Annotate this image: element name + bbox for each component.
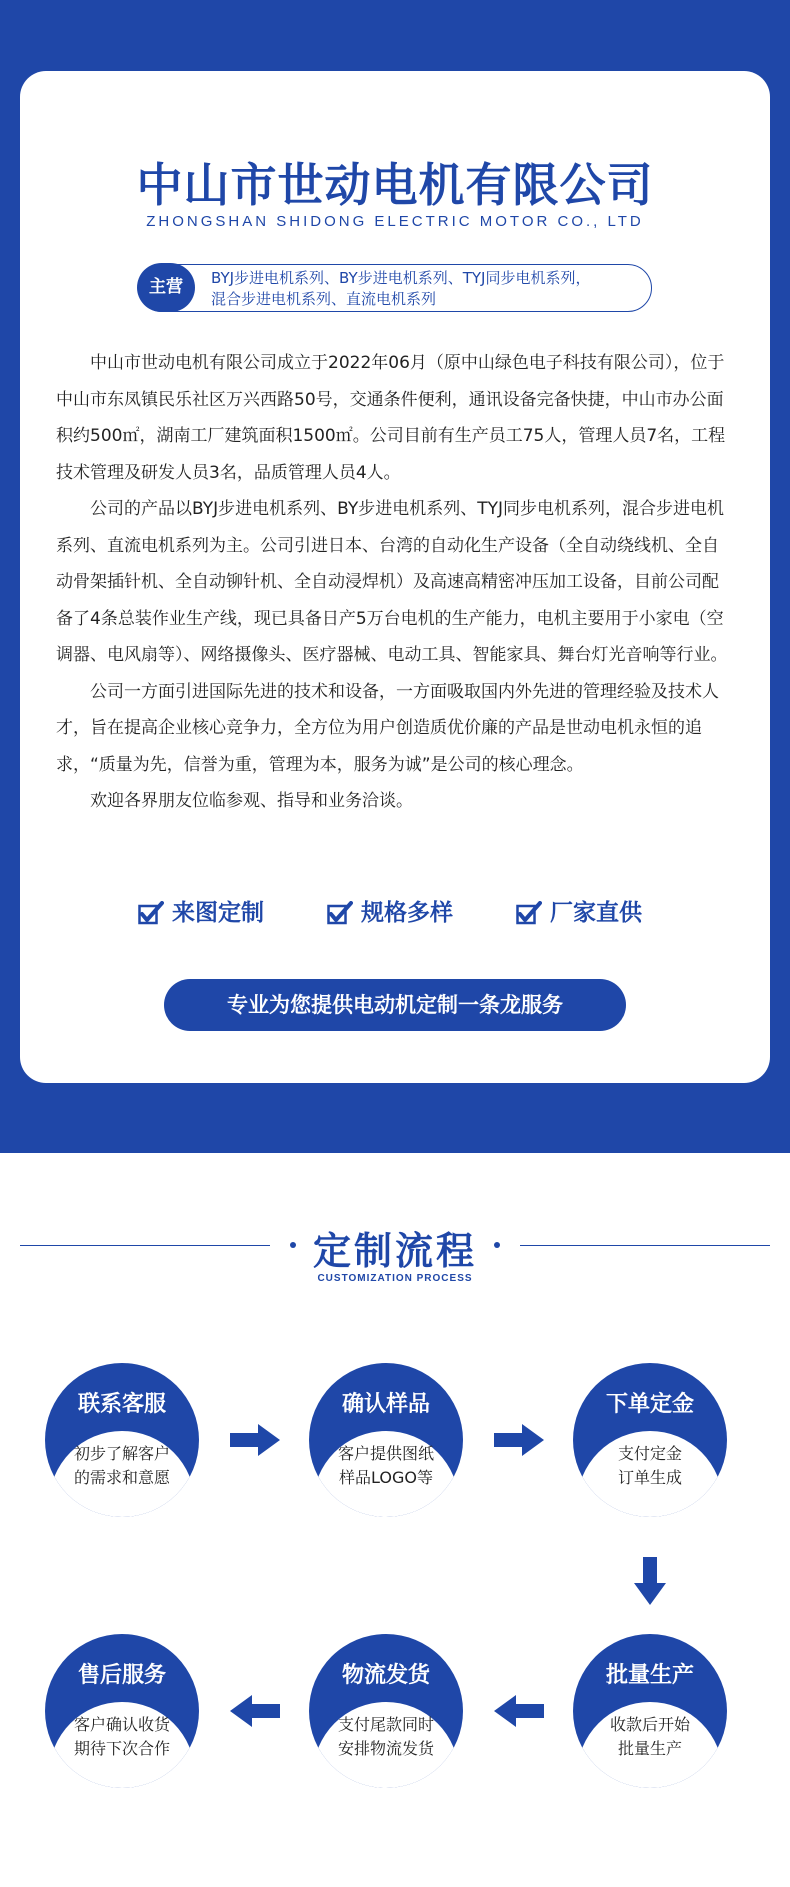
step-body [577, 1431, 723, 1517]
step-body [313, 1702, 459, 1788]
intro-paragraph-4: 欢迎各界朋友位临参观、指导和业务洽谈。 [90, 791, 413, 811]
service-cta-button[interactable]: 专业为您提供电动机定制一条龙服务 [164, 979, 626, 1031]
intro-paragraph-3: 公司一方面引进国际先进的技术和设备，一方面吸取国内外先进的管理经验及技术人才，旨在提高企业核心竞争力，全方位为用户创造质优价廉的产品是世动电机永恒的追求，“质量为先，信誉为重，管理为本，服务为诚”是公司的核心理念。 [56, 681, 719, 775]
step-description: 初步了解客户 的需求和意愿 [73, 1444, 170, 1487]
company-card [20, 71, 770, 1083]
arrow-right-icon [230, 1424, 280, 1456]
step-mass-production [573, 1634, 727, 1788]
process-title: 定制流程 [312, 1229, 477, 1273]
feature-label: 厂家直供 [550, 900, 642, 926]
step-body [49, 1431, 195, 1517]
feature-label: 规格多样 [361, 900, 453, 926]
step-logistics-shipping [309, 1634, 463, 1788]
step-contact-service [45, 1363, 199, 1517]
step-title: 物流发货 [341, 1663, 430, 1688]
step-body [49, 1702, 195, 1788]
step-body [577, 1702, 723, 1788]
intro-paragraph-2: 公司的产品以BYJ步进电机系列、BY步进电机系列、TYJ同步电机系列，混合步进电机系列、直流电机系列为主。公司引进日本、台湾的自动化生产设备（全自动绕线机、全自动骨架插针机、全自动铆针机、全自动浸焊机）及高速高精密冲压加工设备，目前公司配备了4条总装作业生产线，现已具备日产5万台电机的生产能力，电机主要用于小家电（空调器、电风扇等）、网络摄像头、医疗器械、电动工具、智能家具、舞台灯光音响等行业。 [56, 499, 728, 665]
company-intro [56, 345, 734, 820]
step-description: 收款后开始 批量生产 [609, 1715, 690, 1758]
step-title: 确认样品 [341, 1392, 430, 1417]
step-body [313, 1431, 459, 1517]
checkbox-check-icon [516, 901, 542, 925]
main-business-line-1: BYJ步进电机系列、BY步进电机系列、TYJ同步电机系列， [211, 269, 591, 287]
step-confirm-sample [309, 1363, 463, 1517]
arrow-down-icon [634, 1557, 666, 1605]
step-description: 支付尾款同时 安排物流发货 [337, 1715, 434, 1758]
feature-label: 来图定制 [172, 900, 264, 926]
company-name: 中山市世动电机有限公司 [136, 158, 654, 212]
arrow-left-icon [230, 1695, 280, 1727]
main-business-pill [138, 264, 652, 312]
step-title: 售后服务 [77, 1663, 166, 1688]
feature-list [20, 893, 770, 933]
step-description: 客户提供图纸 样品LOGO等 [337, 1444, 434, 1487]
step-title: 下单定金 [605, 1392, 694, 1417]
process-subtitle: CUSTOMIZATION PROCESS [317, 1273, 473, 1284]
step-title: 批量生产 [605, 1663, 694, 1688]
main-business-text [211, 268, 641, 310]
intro-paragraph-1: 中山市世动电机有限公司成立于2022年06月（原中山绿色电子科技有限公司），位于中山市东凤镇民乐社区万兴西路50号，交通条件便利，通讯设备完备快捷，中山市办公面积约500㎡，湖南工厂建筑面积1500㎡。公司目前有生产员工75人，管理人员7名，工程技术管理及研发人员3名，品质管理人员4人。 [56, 353, 726, 483]
step-place-deposit [573, 1363, 727, 1517]
arrow-left-icon [494, 1695, 544, 1727]
main-business-badge: 主营 [137, 263, 195, 312]
step-after-sales [45, 1634, 199, 1788]
checkbox-check-icon [327, 901, 353, 925]
step-description: 客户确认收货 期待下次合作 [73, 1715, 170, 1758]
company-name-en: ZHONGSHAN SHIDONG ELECTRIC MOTOR CO., LTD [146, 213, 644, 230]
step-title: 联系客服 [77, 1392, 166, 1417]
step-description: 支付定金 订单生成 [617, 1444, 682, 1487]
main-business-line-2: 混合步进电机系列、直流电机系列 [211, 290, 437, 308]
arrow-right-icon [494, 1424, 544, 1456]
checkbox-check-icon [138, 901, 164, 925]
